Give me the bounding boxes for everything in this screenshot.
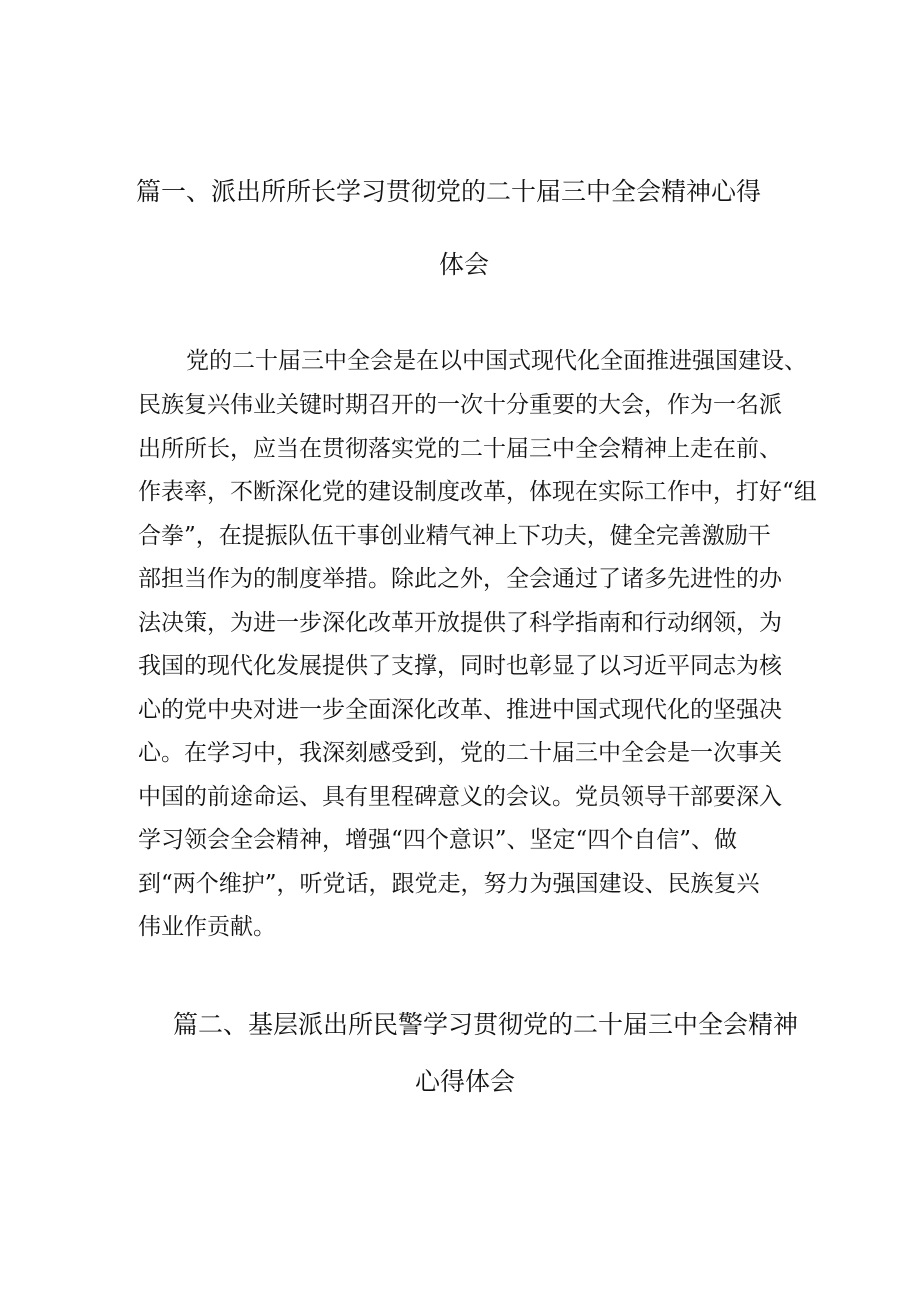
paragraph-line: 合拳”，在提振队伍干事创业精气神上下功夫，健全完善激励干 (138, 523, 771, 549)
paragraph-line: 伟业作贡献。 (138, 914, 276, 940)
section1-title-line2: 体会 (439, 250, 490, 279)
paragraph-line: 我国的现代化发展提供了支撑，同时也彰显了以习近平同志为核 (138, 653, 782, 679)
paragraph-line: 法决策，为进一步深化改革开放提供了科学指南和行动纲领，为 (138, 610, 782, 636)
paragraph-line: 学习领会全会精神，增强“四个意识”、坚定“四个自信”、做 (138, 827, 738, 853)
section2-title-line2: 心得体会 (415, 1067, 516, 1096)
paragraph-line: 部担当作为的制度举措。除此之外，全会通过了诸多先进性的办 (138, 566, 782, 592)
paragraph-line: 党的二十届三中全会是在以中国式现代化全面推进强国建设、 (186, 348, 807, 374)
section2-title-line1: 篇二、基层派出所民警学习贯彻党的二十届三中全会精神 (173, 1010, 799, 1039)
paragraph-line: 中国的前途命运、具有里程碑意义的会议。党员领导干部要深入 (138, 784, 782, 810)
section1-title-line1: 篇一、派出所所长学习贯彻党的二十届三中全会精神心得 (136, 177, 762, 206)
paragraph-line: 到“两个维护”，听党话，跟党走，努力为强国建设、民族复兴 (138, 871, 760, 897)
paragraph-line: 出所所长，应当在贯彻落实党的二十届三中全会精神上走在前、 (138, 436, 782, 462)
paragraph-line: 民族复兴伟业关键时期召开的一次十分重要的大会，作为一名派 (138, 392, 782, 418)
paragraph-line: 作表率，不断深化党的建设制度改革，体现在实际工作中，打好“组 (138, 479, 817, 505)
paragraph-line: 心。在学习中，我深刻感受到，党的二十届三中全会是一次事关 (138, 740, 782, 766)
paragraph-line: 心的党中央对进一步全面深化改革、推进中国式现代化的坚强决 (138, 697, 782, 723)
